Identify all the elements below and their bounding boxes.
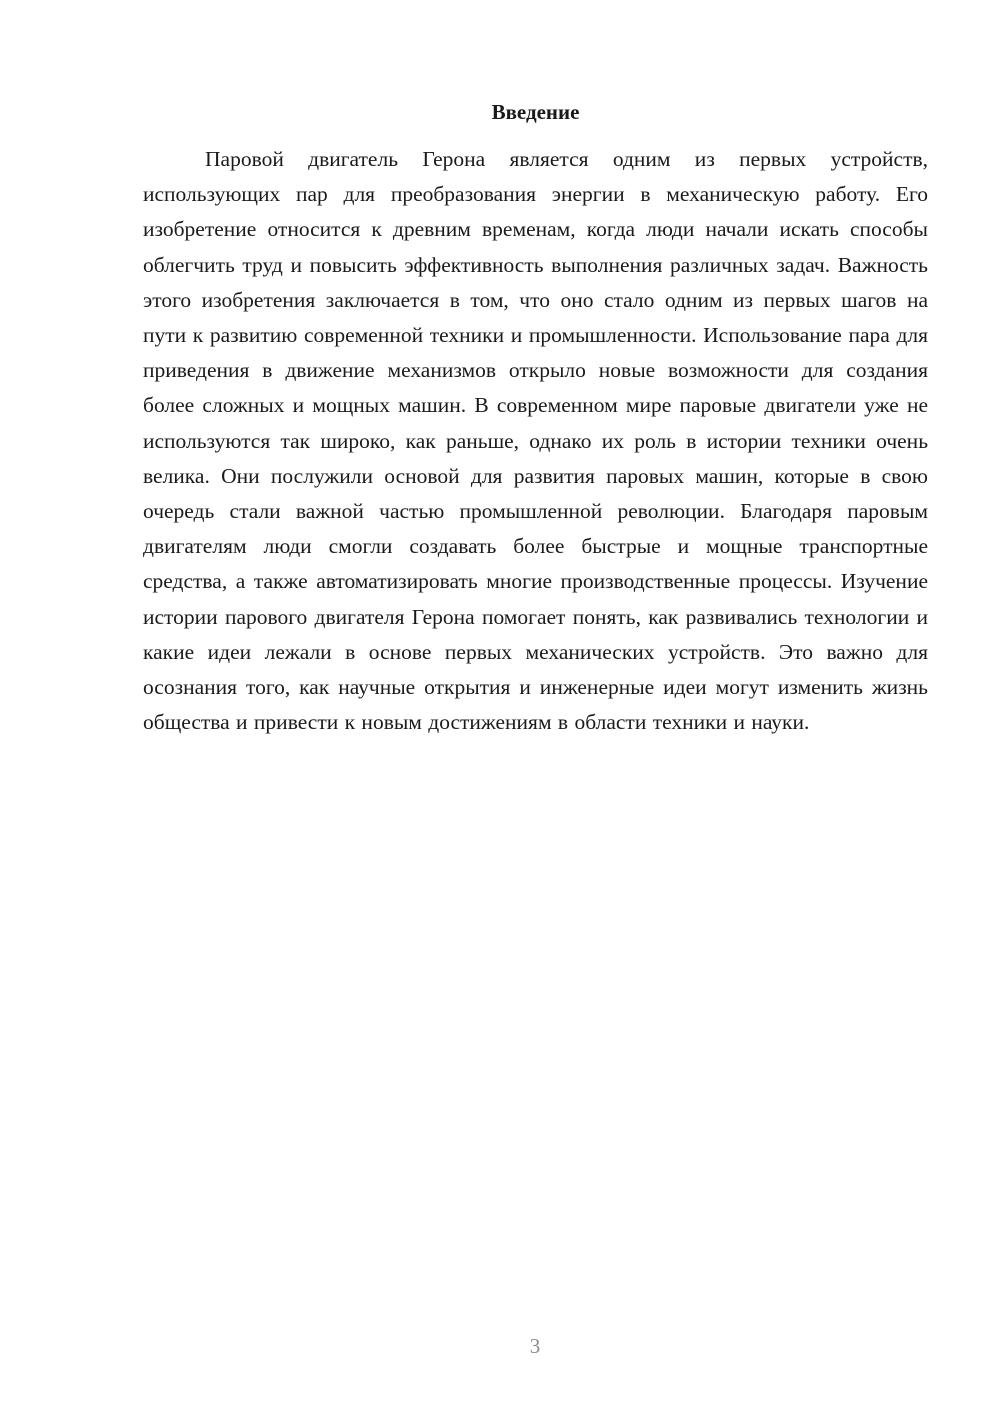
section-title: Введение	[491, 100, 580, 124]
body-paragraph: Паровой двигатель Герона является одним из первых устройств, использующих пар для преобразования энергии в механическую работу. Его изобретение относится к древним временам, когда люди начали искать способы облегчить труд и повысить эффективность выполнения различных задач. Важность этого изобретения заключается в том, что оно стало одним из первых шагов на пути к развитию современной техники и промышленности. Использование пара для приведения в движение механизмов открыло новые возможности для создания более сложных и мощных машин. В современном мире паровые двигатели уже не используются так широко, как раньше, однако их роль в истории техники очень велика. Они послужили основой для развития паровых машин, которые в свою очередь стали важной частью промышленной революции. Благодаря паровым двигателям люди смогли создавать более быстрые и мощные транспортные средства, а также автоматизировать многие производственные процессы. Изучение истории парового двигателя Герона помогает понять, как развивались технологии и какие идеи лежали в основе первых механических устройств. Это важно для осознания того, как научные открытия и инженерные идеи могут изменить жизнь общества и привести к новым достижениям в области техники и науки.	[143, 147, 928, 735]
page-number: 3	[529, 1334, 541, 1358]
